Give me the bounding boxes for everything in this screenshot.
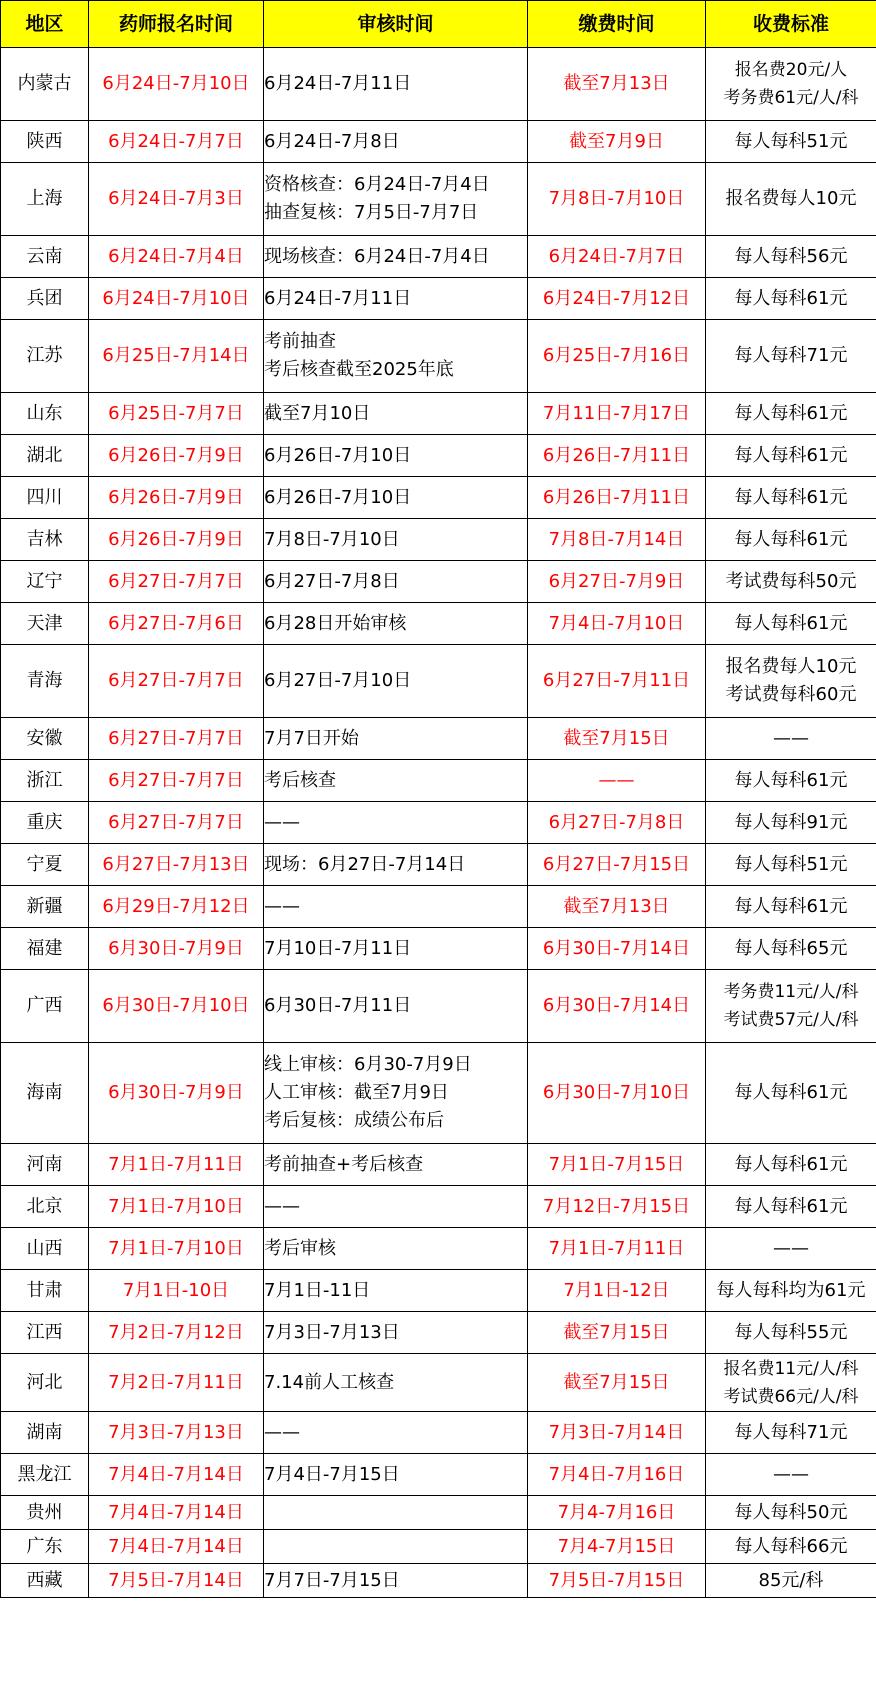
region-cell: 北京 <box>1 1186 89 1228</box>
review-line: 6月24日-7月11日 <box>264 287 412 309</box>
region-cell: 广东 <box>1 1530 89 1564</box>
payment-time-cell: 6月27日-7月11日 <box>528 645 706 718</box>
register-time-cell: 6月24日-7月10日 <box>89 278 264 320</box>
table-row <box>1 1270 876 1312</box>
register-time-cell: 7月4日-7月14日 <box>89 1496 264 1530</box>
region-cell: 吉林 <box>1 519 89 561</box>
table-row <box>1 1454 876 1496</box>
fee-cell <box>706 393 876 435</box>
review-line: 6月24日-7月8日 <box>264 130 400 152</box>
review-line: 7月8日-7月10日 <box>264 528 400 550</box>
fee-cell <box>706 1412 876 1454</box>
fee-cell <box>706 886 876 928</box>
fee-cell <box>706 1186 876 1228</box>
fee-cell <box>706 163 876 236</box>
register-time-cell: 7月4日-7月14日 <box>89 1530 264 1564</box>
review-time-cell <box>264 970 528 1043</box>
fee-line: 考试费66元/人/科 <box>723 1386 859 1407</box>
payment-time-cell: 6月27日-7月8日 <box>528 802 706 844</box>
fee-line: 每人每科61元 <box>734 612 848 634</box>
fee-line: 考试费57元/人/科 <box>723 1010 859 1030</box>
review-time-cell <box>264 1454 528 1496</box>
table-row <box>1 121 876 163</box>
review-line: 7月4日-7月15日 <box>264 1463 400 1485</box>
fee-line: 每人每科61元 <box>734 402 848 424</box>
region-cell: 云南 <box>1 236 89 278</box>
payment-time-cell: 截至7月9日 <box>528 121 706 163</box>
region-cell: 贵州 <box>1 1496 89 1530</box>
table-row <box>1 970 876 1043</box>
fee-cell <box>706 121 876 163</box>
review-time-cell <box>264 603 528 645</box>
payment-time-cell: 7月4-7月15日 <box>528 1530 706 1564</box>
register-time-cell: 6月27日-7月7日 <box>89 802 264 844</box>
register-time-cell: 6月24日-7月3日 <box>89 163 264 236</box>
fee-cell <box>706 760 876 802</box>
review-time-cell <box>264 1043 528 1144</box>
header-register-time: 药师报名时间 <box>89 1 264 48</box>
review-time-cell <box>264 393 528 435</box>
table-row <box>1 1564 876 1598</box>
region-cell: 兵团 <box>1 278 89 320</box>
review-line: 7月1日-11日 <box>264 1279 371 1301</box>
fee-line: 每人每科51元 <box>734 853 848 875</box>
review-time-cell <box>264 1354 528 1412</box>
payment-time-cell: 7月4-7月16日 <box>528 1496 706 1530</box>
review-time-cell <box>264 928 528 970</box>
review-time-cell <box>264 1412 528 1454</box>
register-time-cell: 7月5日-7月14日 <box>89 1564 264 1598</box>
table-row <box>1 278 876 320</box>
register-time-cell: 6月30日-7月9日 <box>89 1043 264 1144</box>
review-time-cell <box>264 121 528 163</box>
payment-time-cell: 6月30日-7月10日 <box>528 1043 706 1144</box>
review-time-cell <box>264 802 528 844</box>
fee-cell <box>706 718 876 760</box>
fee-line: 每人每科61元 <box>734 444 848 466</box>
register-time-cell: 6月30日-7月9日 <box>89 928 264 970</box>
region-cell: 黑龙江 <box>1 1454 89 1496</box>
payment-time-cell: 截至7月13日 <box>528 886 706 928</box>
review-line: 考前抽查+考后核查 <box>264 1153 424 1175</box>
fee-line: 每人每科61元 <box>734 1153 848 1175</box>
table-row <box>1 561 876 603</box>
review-time-cell <box>264 718 528 760</box>
payment-time-cell: 截至7月13日 <box>528 48 706 121</box>
region-cell: 内蒙古 <box>1 48 89 121</box>
fee-line: 每人每科均为61元 <box>716 1279 866 1301</box>
review-time-cell <box>264 1564 528 1598</box>
region-cell: 山东 <box>1 393 89 435</box>
table-row <box>1 1354 876 1412</box>
register-time-cell: 6月29日-7月12日 <box>89 886 264 928</box>
fee-line: 每人每科61元 <box>734 1195 848 1217</box>
fee-line: —— <box>773 1237 809 1259</box>
region-cell: 西藏 <box>1 1564 89 1598</box>
payment-time-cell: —— <box>528 760 706 802</box>
review-line: 线上审核：6月30-7月9日 <box>264 1054 472 1075</box>
payment-time-cell: 截至7月15日 <box>528 718 706 760</box>
review-time-cell <box>264 760 528 802</box>
table-row <box>1 886 876 928</box>
review-line: 6月27日-7月8日 <box>264 570 400 592</box>
table-row <box>1 163 876 236</box>
review-line: 6月24日-7月11日 <box>264 73 412 94</box>
fee-cell <box>706 519 876 561</box>
register-time-cell: 7月1日-7月10日 <box>89 1228 264 1270</box>
register-time-cell: 6月25日-7月14日 <box>89 320 264 393</box>
register-time-cell: 6月27日-7月13日 <box>89 844 264 886</box>
review-line: 资格核查：6月24日-7月4日 <box>264 174 490 195</box>
table-row <box>1 802 876 844</box>
header-region: 地区 <box>1 1 89 48</box>
payment-time-cell: 6月26日-7月11日 <box>528 477 706 519</box>
fee-cell <box>706 603 876 645</box>
fee-line: —— <box>773 1463 809 1485</box>
table-row <box>1 1312 876 1354</box>
review-line: 6月30日-7月11日 <box>264 995 412 1016</box>
table-row <box>1 435 876 477</box>
region-cell: 浙江 <box>1 760 89 802</box>
region-cell: 福建 <box>1 928 89 970</box>
review-line: 考前抽查 <box>264 331 336 352</box>
table-row <box>1 320 876 393</box>
table-row <box>1 519 876 561</box>
review-line: —— <box>264 895 300 917</box>
register-time-cell: 7月1日-7月11日 <box>89 1144 264 1186</box>
fee-cell <box>706 844 876 886</box>
payment-time-cell: 6月27日-7月15日 <box>528 844 706 886</box>
region-cell: 重庆 <box>1 802 89 844</box>
table-row <box>1 1530 876 1564</box>
review-time-cell <box>264 163 528 236</box>
table-row <box>1 760 876 802</box>
payment-time-cell: 7月4日-7月16日 <box>528 1454 706 1496</box>
review-line: 7月3日-7月13日 <box>264 1321 400 1343</box>
fee-cell <box>706 1530 876 1564</box>
fee-line: 报名费每人10元 <box>725 188 857 209</box>
register-time-cell: 6月24日-7月7日 <box>89 121 264 163</box>
review-line: —— <box>264 1195 300 1217</box>
fee-line: 每人每科71元 <box>734 345 848 366</box>
header-fee-standard: 收费标准 <box>706 1 876 48</box>
register-time-cell: 6月25日-7月7日 <box>89 393 264 435</box>
header-row <box>1 1 876 48</box>
region-cell: 海南 <box>1 1043 89 1144</box>
review-time-cell <box>264 886 528 928</box>
fee-line: 考试费每科50元 <box>725 570 857 592</box>
region-cell: 辽宁 <box>1 561 89 603</box>
review-time-cell <box>264 561 528 603</box>
review-time-cell <box>264 48 528 121</box>
payment-time-cell: 7月3日-7月14日 <box>528 1412 706 1454</box>
review-time-cell <box>264 1530 528 1564</box>
review-time-cell <box>264 1186 528 1228</box>
review-time-cell <box>264 1144 528 1186</box>
fee-cell <box>706 1496 876 1530</box>
payment-time-cell: 7月5日-7月15日 <box>528 1564 706 1598</box>
header-review-time: 审核时间 <box>264 1 528 48</box>
fee-line: 每人每科65元 <box>734 937 848 959</box>
review-time-cell <box>264 236 528 278</box>
register-time-cell: 7月4日-7月14日 <box>89 1454 264 1496</box>
review-line: 抽查复核：7月5日-7月7日 <box>264 202 479 223</box>
table-row <box>1 1412 876 1454</box>
payment-time-cell: 6月27日-7月9日 <box>528 561 706 603</box>
fee-line: —— <box>773 727 809 749</box>
review-line: —— <box>264 1421 300 1443</box>
register-time-cell: 6月26日-7月9日 <box>89 477 264 519</box>
payment-time-cell: 6月24日-7月7日 <box>528 236 706 278</box>
review-time-cell <box>264 1312 528 1354</box>
fee-cell <box>706 1454 876 1496</box>
table-body <box>1 48 876 1598</box>
fee-cell <box>706 802 876 844</box>
fee-line: 考务费61元/人/科 <box>723 88 859 108</box>
region-cell: 四川 <box>1 477 89 519</box>
review-time-cell <box>264 645 528 718</box>
payment-time-cell: 6月30日-7月14日 <box>528 928 706 970</box>
fee-cell <box>706 970 876 1043</box>
fee-line: 每人每科71元 <box>734 1421 848 1443</box>
review-line: 6月28日开始审核 <box>264 612 407 634</box>
table-row <box>1 48 876 121</box>
fee-cell <box>706 645 876 718</box>
review-line: —— <box>264 811 300 833</box>
table-row <box>1 928 876 970</box>
region-cell: 宁夏 <box>1 844 89 886</box>
register-time-cell: 6月30日-7月10日 <box>89 970 264 1043</box>
register-time-cell: 7月1日-7月10日 <box>89 1186 264 1228</box>
fee-cell <box>706 928 876 970</box>
payment-time-cell: 7月1日-12日 <box>528 1270 706 1312</box>
region-cell: 江西 <box>1 1312 89 1354</box>
review-time-cell <box>264 1270 528 1312</box>
register-time-cell: 6月27日-7月7日 <box>89 760 264 802</box>
region-cell: 湖南 <box>1 1412 89 1454</box>
payment-time-cell: 6月25日-7月16日 <box>528 320 706 393</box>
payment-time-cell: 6月24日-7月12日 <box>528 278 706 320</box>
fee-line: 考务费11元/人/科 <box>723 982 859 1002</box>
fee-line: 每人每科61元 <box>734 486 848 508</box>
region-cell: 河南 <box>1 1144 89 1186</box>
review-line: 7.14前人工核查 <box>264 1371 395 1393</box>
fee-cell <box>706 320 876 393</box>
register-time-cell: 6月26日-7月9日 <box>89 519 264 561</box>
payment-time-cell: 7月11日-7月17日 <box>528 393 706 435</box>
review-line: 考后复核：成绩公布后 <box>264 1110 444 1131</box>
region-cell: 安徽 <box>1 718 89 760</box>
fee-line: 85元/科 <box>758 1569 824 1591</box>
review-line: 6月27日-7月10日 <box>264 670 412 691</box>
table-row <box>1 1144 876 1186</box>
region-cell: 甘肃 <box>1 1270 89 1312</box>
review-line: 6月26日-7月10日 <box>264 444 412 466</box>
review-time-cell <box>264 844 528 886</box>
fee-cell <box>706 1228 876 1270</box>
fee-line: 每人每科61元 <box>734 528 848 550</box>
table-row <box>1 603 876 645</box>
fee-line: 每人每科51元 <box>734 130 848 152</box>
fee-line: 报名费20元/人 <box>734 60 848 80</box>
region-cell: 天津 <box>1 603 89 645</box>
region-cell: 陕西 <box>1 121 89 163</box>
region-cell: 广西 <box>1 970 89 1043</box>
review-time-cell <box>264 278 528 320</box>
region-cell: 山西 <box>1 1228 89 1270</box>
register-time-cell: 6月27日-7月6日 <box>89 603 264 645</box>
fee-line: 每人每科91元 <box>734 811 848 833</box>
review-line: 现场：6月27日-7月14日 <box>264 853 466 875</box>
payment-time-cell: 7月1日-7月11日 <box>528 1228 706 1270</box>
register-time-cell: 6月26日-7月9日 <box>89 435 264 477</box>
fee-cell <box>706 1144 876 1186</box>
fee-line: 每人每科50元 <box>734 1501 848 1523</box>
fee-line: 每人每科61元 <box>734 769 848 791</box>
register-time-cell: 7月1日-10日 <box>89 1270 264 1312</box>
region-cell: 湖北 <box>1 435 89 477</box>
review-line: 截至7月10日 <box>264 402 371 424</box>
payment-time-cell: 7月12日-7月15日 <box>528 1186 706 1228</box>
table-row <box>1 645 876 718</box>
register-time-cell: 7月3日-7月13日 <box>89 1412 264 1454</box>
fee-cell <box>706 561 876 603</box>
payment-time-cell: 6月30日-7月14日 <box>528 970 706 1043</box>
region-cell: 青海 <box>1 645 89 718</box>
fee-cell <box>706 236 876 278</box>
review-line: 7月7日-7月15日 <box>264 1569 400 1591</box>
table-row <box>1 477 876 519</box>
register-time-cell: 6月24日-7月10日 <box>89 48 264 121</box>
review-time-cell <box>264 1496 528 1530</box>
region-cell: 新疆 <box>1 886 89 928</box>
table-row <box>1 393 876 435</box>
register-time-cell: 6月27日-7月7日 <box>89 645 264 718</box>
fee-line: 每人每科61元 <box>734 895 848 917</box>
review-line: 考后核查 <box>264 769 336 791</box>
table-row <box>1 1228 876 1270</box>
review-line: 6月26日-7月10日 <box>264 486 412 508</box>
table-row <box>1 1043 876 1144</box>
fee-cell <box>706 48 876 121</box>
fee-cell <box>706 1564 876 1598</box>
fee-line: 报名费每人10元 <box>725 656 857 677</box>
register-time-cell: 6月27日-7月7日 <box>89 718 264 760</box>
payment-time-cell: 截至7月15日 <box>528 1354 706 1412</box>
table-row <box>1 1496 876 1530</box>
review-line: 7月7日开始 <box>264 727 359 749</box>
fee-line: 每人每科56元 <box>734 245 848 267</box>
table-row <box>1 1186 876 1228</box>
review-time-cell <box>264 1228 528 1270</box>
payment-time-cell: 7月4日-7月10日 <box>528 603 706 645</box>
region-cell: 上海 <box>1 163 89 236</box>
payment-time-cell: 7月8日-7月14日 <box>528 519 706 561</box>
review-time-cell <box>264 320 528 393</box>
fee-cell <box>706 1270 876 1312</box>
table-row <box>1 236 876 278</box>
fee-cell <box>706 435 876 477</box>
fee-cell <box>706 1354 876 1412</box>
payment-time-cell: 6月26日-7月11日 <box>528 435 706 477</box>
review-line: 人工审核：截至7月9日 <box>264 1082 449 1103</box>
payment-time-cell: 7月1日-7月15日 <box>528 1144 706 1186</box>
fee-cell <box>706 1312 876 1354</box>
review-line: 7月10日-7月11日 <box>264 937 412 959</box>
fee-line: 每人每科61元 <box>734 287 848 309</box>
fee-cell <box>706 278 876 320</box>
review-time-cell <box>264 435 528 477</box>
region-cell: 江苏 <box>1 320 89 393</box>
fee-line: 每人每科55元 <box>734 1321 848 1343</box>
register-time-cell: 6月24日-7月4日 <box>89 236 264 278</box>
region-cell: 河北 <box>1 1354 89 1412</box>
review-line: 现场核查：6月24日-7月4日 <box>264 245 490 267</box>
register-time-cell: 7月2日-7月11日 <box>89 1354 264 1412</box>
table-row <box>1 718 876 760</box>
table-row <box>1 844 876 886</box>
review-line: 考后审核 <box>264 1237 336 1259</box>
review-line: 考后核查截至2025年底 <box>264 359 454 380</box>
fee-line: 考试费每科60元 <box>725 684 857 705</box>
payment-time-cell: 7月8日-7月10日 <box>528 163 706 236</box>
review-time-cell <box>264 477 528 519</box>
header-payment-time: 缴费时间 <box>528 1 706 48</box>
fee-line: 每人每科66元 <box>734 1535 848 1557</box>
fee-cell <box>706 1043 876 1144</box>
fee-cell <box>706 477 876 519</box>
fee-line: 报名费11元/人/科 <box>723 1358 859 1379</box>
register-time-cell: 7月2日-7月12日 <box>89 1312 264 1354</box>
fee-line: 每人每科61元 <box>734 1082 848 1103</box>
register-time-cell: 6月27日-7月7日 <box>89 561 264 603</box>
review-time-cell <box>264 519 528 561</box>
payment-time-cell: 截至7月15日 <box>528 1312 706 1354</box>
